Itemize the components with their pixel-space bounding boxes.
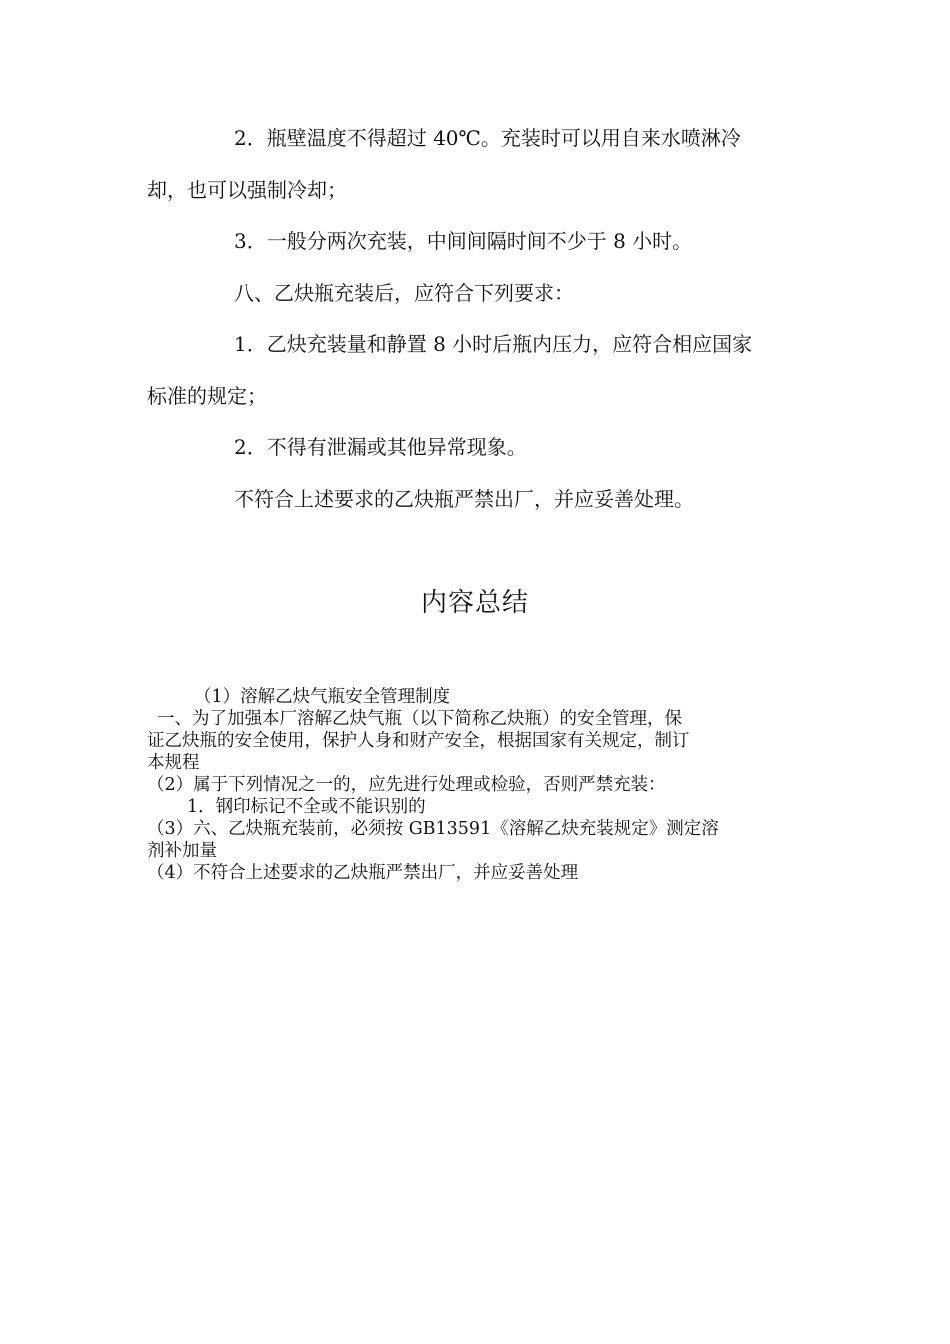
summary-line: 一、为了加强本厂溶解乙炔气瓶（以下简称乙炔瓶）的安全管理，保 — [157, 709, 682, 729]
summary-line: （3）六、乙炔瓶充装前，必须按 GB13591《溶解乙炔充装规定》测定溶 — [147, 819, 719, 839]
summary-heading: 内容总结 — [420, 588, 529, 618]
summary-block — [147, 686, 807, 884]
paragraph-no-leak: 2．不得有泄漏或其他异常现象。 — [234, 435, 527, 459]
paragraph-two-fillings: 3．一般分两次充装，中间间隔时间不少于 8 小时。 — [234, 229, 693, 253]
summary-line: 1．钢印标记不全或不能识别的 — [187, 797, 426, 817]
paragraph-temperature-line1: 2．瓶壁温度不得超过 40℃。充装时可以用自来水喷淋冷 — [234, 126, 741, 150]
summary-line: （4）不符合上述要求的乙炔瓶严禁出厂，并应妥善处理 — [147, 863, 579, 883]
summary-line: 本规程 — [147, 753, 200, 773]
summary-line: （1）溶解乙炔气瓶安全管理制度 — [194, 687, 451, 707]
summary-line: 证乙炔瓶的安全使用，保护人身和财产安全，根据国家有关规定，制订 — [147, 731, 690, 751]
summary-line: （2）属于下列情况之一的，应先进行处理或检验，否则严禁充装： — [147, 775, 666, 795]
paragraph-not-leave-factory: 不符合上述要求的乙炔瓶严禁出厂，并应妥善处理。 — [234, 487, 694, 511]
paragraph-temperature-line2: 却，也可以强制冷却； — [147, 178, 347, 202]
paragraph-pressure-line2: 标准的规定； — [147, 384, 267, 408]
summary-line: 剂补加量 — [147, 841, 217, 861]
paragraph-section-eight: 八、乙炔瓶充装后，应符合下列要求： — [234, 281, 574, 305]
paragraph-pressure-line1: 1．乙炔充装量和静置 8 小时后瓶内压力，应符合相应国家 — [234, 332, 753, 356]
